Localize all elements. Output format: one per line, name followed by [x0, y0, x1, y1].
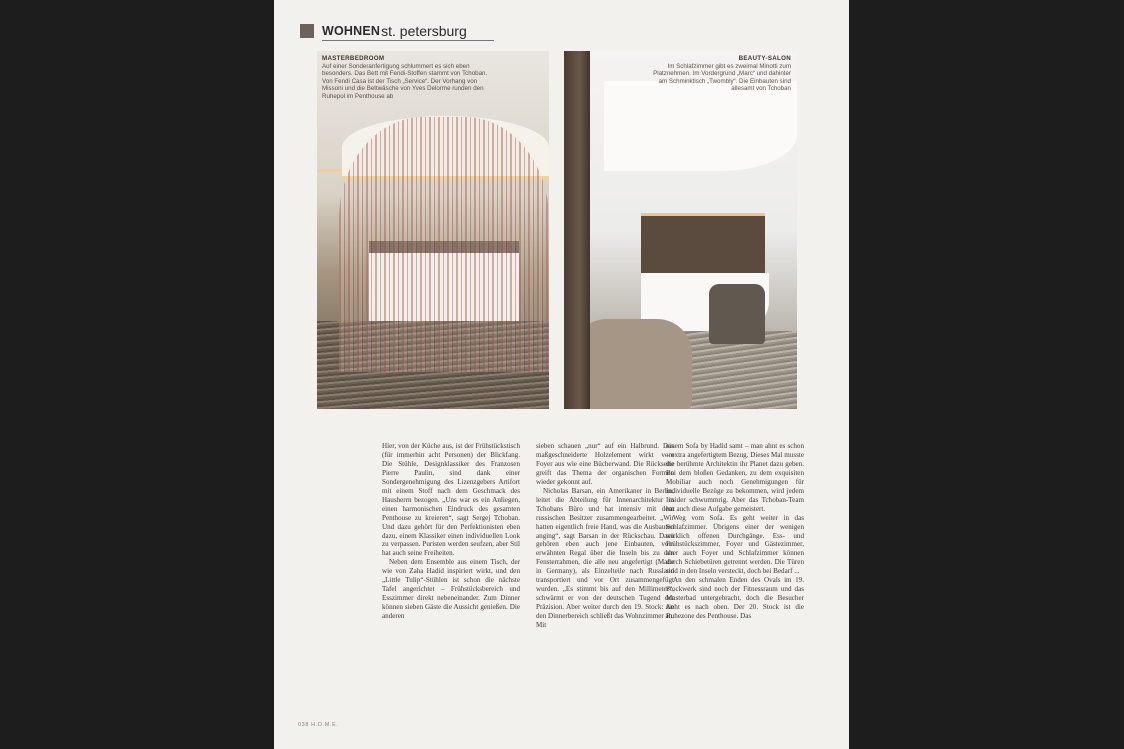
- photo-beauty-salon: [564, 51, 797, 409]
- string-curtain: [339, 117, 549, 372]
- paragraph: Hier, von der Küche aus, ist der Frühstückstisch (für immerhin acht Personen) der Blickfang. Die Stühle, Designklassiker des Franzosen Pierre Paulin, sind dank einer Sondergenehmigung des Lizenzgebers Artifort mit einem Stoff nach dem Geschmack des Hausherrn bezogen. „Uns war es ein Anliegen, einen harmonischen Eindruck des gesamten Penthouse zu kreieren“, sagt Sergej Tchoban. Und dazu gehört für den Perfektionisten eben dazu, einem Klassiker einen individuellen Look zu verpassen. Puristen werden seufzen, aber Stil hat auch seine Freiheiten.: [382, 442, 520, 558]
- paragraph: einem Sofa by Hadid samt – man ahnt es schon – extra angefertigtem Bezug. Dieses Mal musste die berühmte Architektin ihr Planet dazu geben. Bei dem bloßen Gedanken, zu dem exquisiten Mobiliar auch noch Genehmigungen für individuelle Bezüge zu bekommen, wird jedem Insider schwummrig. Aber das Tchoban-Team hat auch diese Aufgabe gemeistert.: [666, 442, 804, 513]
- article-column-3: [666, 442, 804, 621]
- paragraph: An den schmalen Enden des Ovals im 19. Stockwerk sind noch der Fitnessraum und das Masterbad untergebracht, doch die Besucher zieht es nach oben. Der 20. Stock ist die Ruhezone des Penthouse. Das: [666, 576, 804, 621]
- section-header: [300, 21, 467, 41]
- wood-niche: [641, 213, 765, 280]
- section-city: st. petersburg: [381, 23, 467, 39]
- caption-text: Auf einer Sonderanfertigung schlummert es sich eben besonders. Das Bett mit Fendi-Stoffen stammt von Tchoban. Von Fendi Casa ist der Tisch „Service“. Der Vorhang von Missoni und die Bettwäsche von Yves Delorme runden den Ruhepol im Penthouse ab: [322, 62, 488, 100]
- article-column-1: [382, 442, 520, 621]
- caption-tag: MASTERBEDROOM: [322, 55, 385, 62]
- paragraph: sieben schauen „nur“ auf ein Halbrund. Das maßgeschneiderte Holzelement wirkt vom Foyer aus wie eine Bücherwand. Die Rückseite greift das Thema der organischen Formen wieder gekonnt auf.: [536, 442, 674, 486]
- armchair: [572, 319, 692, 409]
- ceiling-bulkhead: [604, 81, 797, 171]
- vanity-chair: [709, 284, 765, 344]
- section-title: WOHNEN: [322, 24, 381, 38]
- drape: [564, 51, 590, 409]
- photo-masterbedroom: [317, 51, 549, 409]
- paragraph: Nicholas Barsan, ein Amerikaner in Berlin, leitet die Abteilung für Innenarchitektur in Tchobans Büro und hat intensiv mit dem russischen Besitzer zusammengearbeitet. „Wir hatten eigentlich freie Hand, was die Ausbauten anging“, sagt Barsan in der Rückschau. Dazu gehören eben auch jene Einbauten, vom erwähnten Regal über die Inseln bis zu den Fensterrahmen, die alle neu angefertigt (Made in Germany), als Einzelteile nach Russland transportiert und vor Ort zusammengefügt wurden. „Es stimmt bis auf den Millimeter“, schwärmt er von der deutschen Tugend der Präzision. Aber weiter durch den 19. Stock: An den Dinnerbereich schließt das Wohnzimmer an. Mit: [536, 486, 674, 630]
- article-column-2: [536, 442, 674, 630]
- caption-tag: BEAUTY-SALON: [738, 55, 791, 62]
- caption-text: Im Schlafzimmer gibt es zweimal Minotti zum Platznehmen. Im Vordergrund „Marc“ und dahinter am Schminktisch „Twombly“. Die Einbauten sind allesamt von Tchoban: [653, 62, 791, 93]
- section-marker-icon: [300, 24, 314, 38]
- header-rule: [322, 40, 494, 41]
- page-folio: 038 H.O.M.E.: [298, 722, 339, 728]
- caption-beauty-salon: [643, 55, 791, 93]
- paragraph: Weg vom Sofa. Es geht weiter in das Schlafzimmer. Übrigens einer der wenigen wirklich offenen Durchgänge. Ess- und Frühstückszimmer, Foyer und Gästezimmer, aber auch Foyer und Schlafzimmer können durch Schiebetüren getrennt werden. Die Türen sind in den Inseln versteckt, doch bei Bedarf ...: [666, 513, 804, 576]
- paragraph: Neben dem Ensemble aus einem Tisch, der wie von Zaha Hadid inspiriert wirkt, und den „Little Tulip“-Stühlen ist schon die nächste Tafel angerichtet – Frühstücksbereich und Esszimmer direkt nebeneinander. Zum Dinner können sieben Gäste die Aussicht genießen. Die anderen: [382, 558, 520, 621]
- caption-masterbedroom: [322, 55, 492, 101]
- magazine-page: [274, 0, 849, 749]
